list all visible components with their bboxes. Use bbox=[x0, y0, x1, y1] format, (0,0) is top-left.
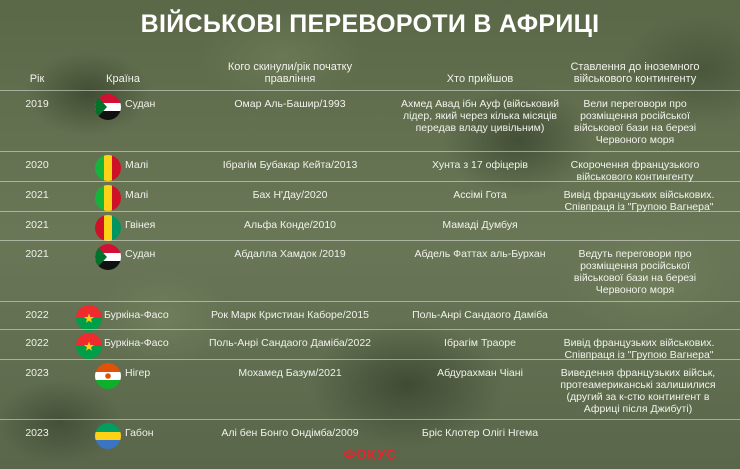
guinea-flag-icon bbox=[95, 215, 121, 241]
who-cell: Ібрагім Траоре bbox=[444, 337, 516, 349]
table-row bbox=[0, 240, 740, 301]
ousted-cell: Бах Н'Дау/2020 bbox=[252, 189, 328, 201]
year-cell: 2019 bbox=[25, 98, 49, 110]
ousted-cell: Омар Аль-Башир/1993 bbox=[234, 98, 346, 110]
table-row bbox=[0, 301, 740, 329]
country-cell: Гвінея bbox=[125, 219, 156, 231]
table-row bbox=[0, 329, 740, 359]
sudan-flag-icon bbox=[95, 94, 121, 120]
who-cell: Поль-Анрі Сандаого Даміба bbox=[412, 309, 548, 321]
who-cell: Мамаді Думбуя bbox=[442, 219, 518, 231]
ousted-cell: Поль-Анрі Сандаого Даміба/2022 bbox=[208, 337, 372, 349]
burkina-faso-flag-icon bbox=[76, 305, 102, 331]
table-row bbox=[0, 419, 740, 447]
table-row bbox=[0, 211, 740, 240]
who-cell: Бріс Клотер Олігі Нгема bbox=[421, 427, 539, 439]
attitude-cell: Ведуть переговори про розміщення російської військової бази на березі Червоного моря bbox=[573, 248, 697, 296]
country-cell: Габон bbox=[125, 427, 154, 439]
table-header bbox=[0, 52, 740, 88]
who-cell: Абдель Фаттах аль-Бурхан bbox=[414, 248, 546, 260]
column-header-who: Хто прийшов bbox=[446, 73, 514, 85]
ousted-cell: Альфа Конде/2010 bbox=[244, 219, 336, 231]
country-cell: Буркіна-Фасо bbox=[104, 309, 169, 321]
ousted-cell: Ібрагім Бубакар Кейта/2013 bbox=[222, 159, 358, 171]
country-cell: Судан bbox=[125, 248, 156, 260]
year-cell: 2021 bbox=[25, 219, 49, 231]
niger-flag-icon bbox=[95, 363, 121, 389]
ousted-cell: Абдалла Хамдок /2019 bbox=[234, 248, 346, 260]
burkina-faso-flag-icon bbox=[76, 333, 102, 359]
attitude-cell: Виведення французьких військ, протеамериканські залишилися (другий за к-стю контингент в Африці після Джибуті) bbox=[560, 367, 716, 415]
who-cell: Абдурахман Чіані bbox=[437, 367, 523, 379]
ousted-cell: Алі бен Бонго Ондімба/2009 bbox=[221, 427, 359, 439]
country-cell: Малі bbox=[125, 159, 149, 171]
table-row bbox=[0, 181, 740, 211]
attitude-cell: Скорочення французького військового контингенту bbox=[570, 159, 700, 183]
country-cell: Малі bbox=[125, 189, 149, 201]
year-cell: 2022 bbox=[25, 309, 49, 321]
ousted-cell: Рок Марк Кристиан Каборе/2015 bbox=[210, 309, 369, 321]
attitude-cell: Вивід французьких військових. Співпраця із "Групою Вагнера" bbox=[563, 337, 715, 361]
attitude-cell: Вели переговори про розміщення російської військової бази на березі Червоного моря bbox=[573, 98, 697, 146]
who-cell: Хунта з 17 офіцерів bbox=[432, 159, 528, 171]
column-header-ousted: Кого скинули/рік початку правління bbox=[227, 61, 353, 85]
mali-flag-icon bbox=[95, 185, 121, 211]
table-row bbox=[0, 151, 740, 181]
year-cell: 2021 bbox=[25, 248, 49, 260]
year-cell: 2022 bbox=[25, 337, 49, 349]
year-cell: 2020 bbox=[25, 159, 49, 171]
table-row bbox=[0, 359, 740, 419]
year-cell: 2021 bbox=[25, 189, 49, 201]
country-cell: Судан bbox=[125, 98, 156, 110]
country-cell: Нігер bbox=[125, 367, 151, 379]
who-cell: Ассімі Гота bbox=[453, 189, 507, 201]
ousted-cell: Мохамед Базум/2021 bbox=[238, 367, 342, 379]
mali-flag-icon bbox=[95, 155, 121, 181]
table-row bbox=[0, 90, 740, 151]
year-cell: 2023 bbox=[25, 367, 49, 379]
brand-logo: ФОКУС bbox=[343, 446, 397, 462]
country-cell: Буркіна-Фасо bbox=[104, 337, 169, 349]
attitude-cell: Вивід французьких військових. Співпраця із "Групою Вагнера" bbox=[563, 189, 715, 213]
column-header-country: Країна bbox=[106, 73, 140, 85]
sudan-flag-icon bbox=[95, 244, 121, 270]
column-header-year: Рік bbox=[29, 73, 45, 85]
who-cell: Ахмед Авад ібн Ауф (військовий лідер, який через кілька місяців передав владу цивільним) bbox=[401, 98, 559, 134]
year-cell: 2023 bbox=[25, 427, 49, 439]
column-header-attitude: Ставлення до іноземного військового контингенту bbox=[570, 61, 700, 85]
page-title: ВІЙСЬКОВІ ПЕРЕВОРОТИ В АФРИЦІ bbox=[140, 10, 600, 38]
